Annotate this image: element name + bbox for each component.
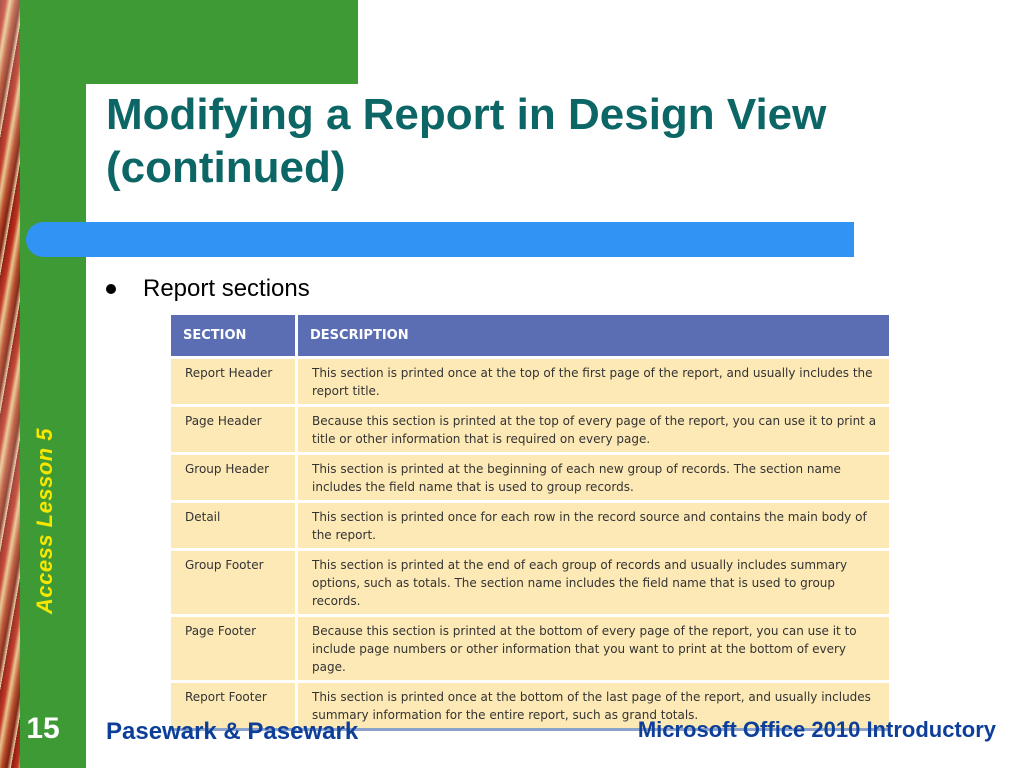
sections-table [171,315,889,731]
header-section: SECTION [171,315,298,359]
section-cell: Group Footer [171,551,298,617]
table-row [171,455,889,503]
section-cell: Page Header [171,407,298,455]
slide-title [106,88,1006,194]
description-cell: This section is printed once at the bottom of the last page of the report, and usually includes summary information for the entire report, such as grand totals. [298,683,889,731]
bullet-dot-icon [106,284,116,294]
section-cell: Page Footer [171,617,298,683]
accent-bar [26,222,854,257]
table-header-row [171,315,889,359]
bullet-item [106,273,310,305]
header-description: DESCRIPTION [298,315,889,359]
title-line-2: (continued) [106,143,346,192]
decorative-image-strip [0,0,20,768]
report-sections-table [171,315,889,722]
footer-author: Pasewark & Pasewark [106,718,359,745]
page-number: 15 [26,712,60,745]
bullet-text: Report sections [143,275,310,302]
description-cell: This section is printed at the end of each group of records and usually includes summary options, such as totals. The section name includes the field name that is used to group records. [298,551,889,617]
green-top-block [20,0,358,84]
footer-book-title: Microsoft Office 2010 Introductory [637,717,996,742]
table-row [171,617,889,683]
description-cell: This section is printed at the beginning of each new group of records. The section name includes the field name that is used to group records. [298,455,889,503]
description-cell: This section is printed once for each row in the record source and contains the main body of the report. [298,503,889,551]
table-row [171,359,889,407]
title-line-1: Modifying a Report in Design View [106,90,827,139]
side-lesson-label: Access Lesson 5 [32,427,57,614]
section-cell: Detail [171,503,298,551]
description-cell: Because this section is printed at the bottom of every page of the report, you can use it to include page numbers or other information that you want to print at the bottom of every page. [298,617,889,683]
table-row [171,407,889,455]
section-cell: Report Header [171,359,298,407]
table-row [171,503,889,551]
description-cell: This section is printed once at the top of the first page of the report, and usually includes the report title. [298,359,889,407]
section-cell: Group Header [171,455,298,503]
table-row [171,551,889,617]
section-cell: Report Footer [171,683,298,731]
description-cell: Because this section is printed at the top of every page of the report, you can use it to print a title or other information that is required on every page. [298,407,889,455]
